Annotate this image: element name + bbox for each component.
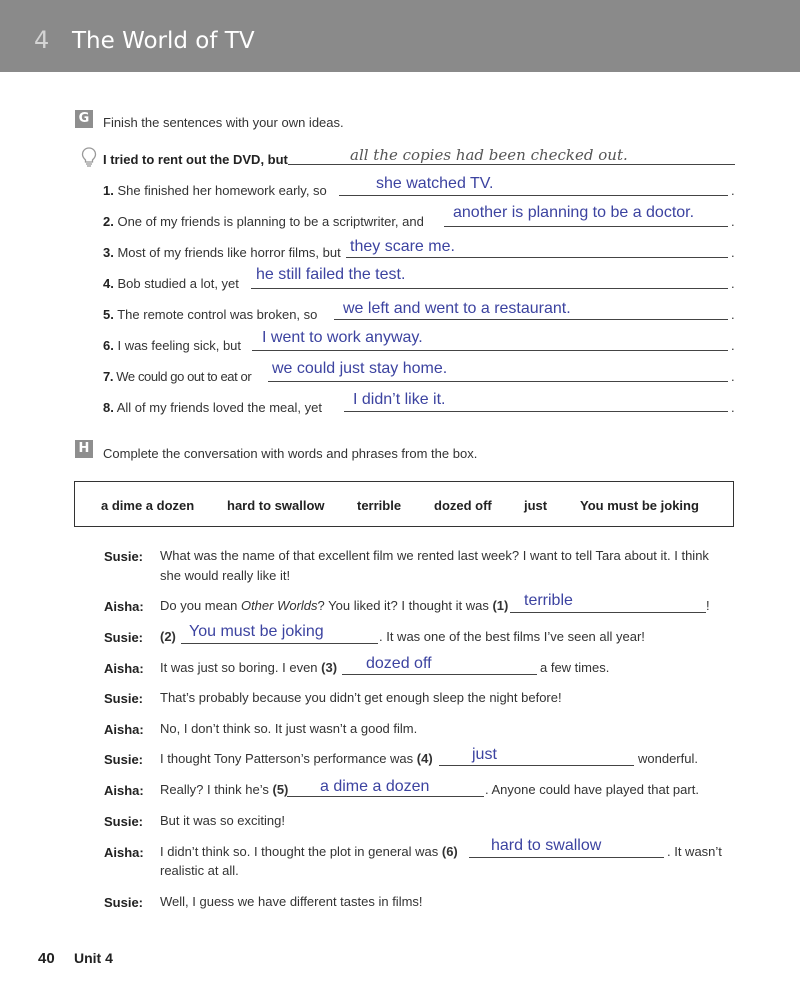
- item-8-period: .: [731, 400, 735, 415]
- item-4-line[interactable]: [251, 288, 728, 289]
- blank-5-line[interactable]: [287, 796, 484, 797]
- dialogue-line-5: That’s probably because you didn’t get enough sleep the night before!: [160, 690, 562, 705]
- item-5-line[interactable]: [334, 319, 728, 320]
- speaker-label: Susie:: [104, 814, 144, 829]
- item-5-prompt: 5. The remote control was broken, so: [103, 307, 318, 322]
- item-6-line[interactable]: [252, 350, 728, 351]
- blank-3-line[interactable]: [342, 674, 537, 675]
- word-box-item: just: [524, 498, 548, 513]
- unit-label: Unit 4: [74, 950, 113, 966]
- dialogue-line-4-suffix: a few times.: [540, 660, 610, 675]
- item-4-answer[interactable]: he still failed the test.: [256, 266, 406, 283]
- dialogue-line-8: Really? I think he’s (5): [160, 782, 289, 797]
- item-1-period: .: [731, 183, 735, 198]
- example-line: [288, 164, 735, 165]
- item-2-prompt: 2. One of my friends is planning to be a scriptwriter, and: [103, 214, 424, 229]
- dialogue-line-4: It was just so boring. I even (3): [160, 660, 338, 675]
- speaker-label: Aisha:: [104, 661, 144, 676]
- item-4-period: .: [731, 276, 735, 291]
- dialogue-line-1: What was the name of that excellent film we rented last week? I want to tell Tara about it. I think she would really like it!: [160, 548, 709, 583]
- blank-1-line[interactable]: [510, 612, 706, 613]
- dialogue-line-7: I thought Tony Patterson’s performance was (4): [160, 751, 433, 766]
- page-header: [0, 0, 800, 72]
- item-8-answer[interactable]: I didn’t like it.: [353, 391, 446, 408]
- item-5-period: .: [731, 307, 735, 322]
- blank-4-answer[interactable]: just: [472, 746, 497, 763]
- dialogue-line-10: I didn’t think so. I thought the plot in general was (6): [160, 844, 458, 859]
- item-2-line[interactable]: [444, 226, 728, 227]
- item-2-answer[interactable]: another is planning to be a doctor.: [453, 204, 695, 221]
- item-6-period: .: [731, 338, 735, 353]
- item-3-answer[interactable]: they scare me.: [350, 238, 455, 255]
- speaker-label: Aisha:: [104, 599, 144, 614]
- blank-6-answer[interactable]: hard to swallow: [491, 837, 602, 854]
- blank-1-answer[interactable]: terrible: [524, 592, 573, 609]
- speaker-label: Susie:: [104, 691, 144, 706]
- item-7-answer[interactable]: we could just stay home.: [272, 360, 448, 377]
- dialogue-line-3: . It was one of the best films I’ve seen all year!: [379, 629, 645, 644]
- section-g-instruction: Finish the sentences with your own ideas.: [103, 115, 344, 130]
- example-prompt: I tried to rent out the DVD, but: [103, 152, 288, 167]
- dialogue-line-11: Well, I guess we have different tastes in films!: [160, 894, 423, 909]
- section-g-badge: G: [75, 110, 93, 128]
- item-7-period: .: [731, 369, 735, 384]
- dialogue-line-7-suffix: wonderful.: [638, 751, 698, 766]
- blank-2-number: (2): [160, 629, 176, 644]
- speaker-label: Susie:: [104, 630, 144, 645]
- section-h-badge: H: [75, 440, 93, 458]
- item-8-line[interactable]: [344, 411, 728, 412]
- word-box-item: dozed off: [434, 498, 492, 513]
- page-title: The World of TV: [72, 28, 255, 54]
- item-1-answer[interactable]: she watched TV.: [376, 175, 494, 192]
- speaker-label: Aisha:: [104, 845, 144, 860]
- item-4-prompt: 4. Bob studied a lot, yet: [103, 276, 239, 291]
- item-6-prompt: 6. I was feeling sick, but: [103, 338, 242, 353]
- unit-number: 4: [34, 26, 50, 54]
- item-3-period: .: [731, 245, 735, 260]
- blank-5-answer[interactable]: a dime a dozen: [320, 778, 430, 795]
- speaker-label: Susie:: [104, 752, 144, 767]
- word-box-item: terrible: [357, 498, 402, 513]
- item-7-prompt: 7. We could go out to eat or: [103, 369, 252, 384]
- word-box-item: hard to swallow: [227, 498, 325, 513]
- word-box: [74, 481, 734, 527]
- item-2-period: .: [731, 214, 735, 229]
- blank-2-line[interactable]: [181, 643, 378, 644]
- dialogue-line-2: Do you mean Other Worlds? You liked it? I thought it was (1): [160, 598, 509, 613]
- item-5-answer[interactable]: we left and went to a restaurant.: [343, 300, 571, 317]
- dialogue-line-9: But it was so exciting!: [160, 813, 285, 828]
- item-3-line[interactable]: [346, 257, 728, 258]
- speaker-label: Aisha:: [104, 722, 144, 737]
- dialogue-line-10-suffix: . It wasn’t: [667, 844, 722, 859]
- speaker-label: Susie:: [104, 895, 144, 910]
- item-7-line[interactable]: [268, 381, 728, 382]
- section-h-instruction: Complete the conversation with words and phrases from the box.: [103, 446, 478, 461]
- example-answer: all the copies had been checked out.: [350, 146, 628, 164]
- lightbulb-icon: [80, 146, 98, 168]
- page-number: 40: [38, 950, 55, 967]
- word-box-item: You must be joking: [580, 498, 699, 513]
- word-box-item: a dime a dozen: [101, 498, 195, 513]
- blank-2-answer[interactable]: You must be joking: [189, 623, 324, 640]
- item-1-prompt: 1. She finished her homework early, so: [103, 183, 327, 198]
- speaker-label: Susie:: [104, 549, 144, 564]
- dialogue-line-6: No, I don’t think so. It just wasn’t a good film.: [160, 721, 418, 736]
- blank-1-suffix: !: [706, 598, 710, 613]
- blank-6-line[interactable]: [469, 857, 664, 858]
- dialogue-line-8-suffix: . Anyone could have played that part.: [485, 782, 699, 797]
- blank-3-answer[interactable]: dozed off: [366, 655, 432, 672]
- item-1-line[interactable]: [339, 195, 728, 196]
- item-3-prompt: 3. Most of my friends like horror films, but: [103, 245, 341, 260]
- dialogue-line-10-cont: realistic at all.: [160, 863, 239, 878]
- speaker-label: Aisha:: [104, 783, 144, 798]
- item-8-prompt: 8. All of my friends loved the meal, yet: [103, 400, 322, 415]
- blank-4-line[interactable]: [439, 765, 634, 766]
- item-6-answer[interactable]: I went to work anyway.: [262, 329, 423, 346]
